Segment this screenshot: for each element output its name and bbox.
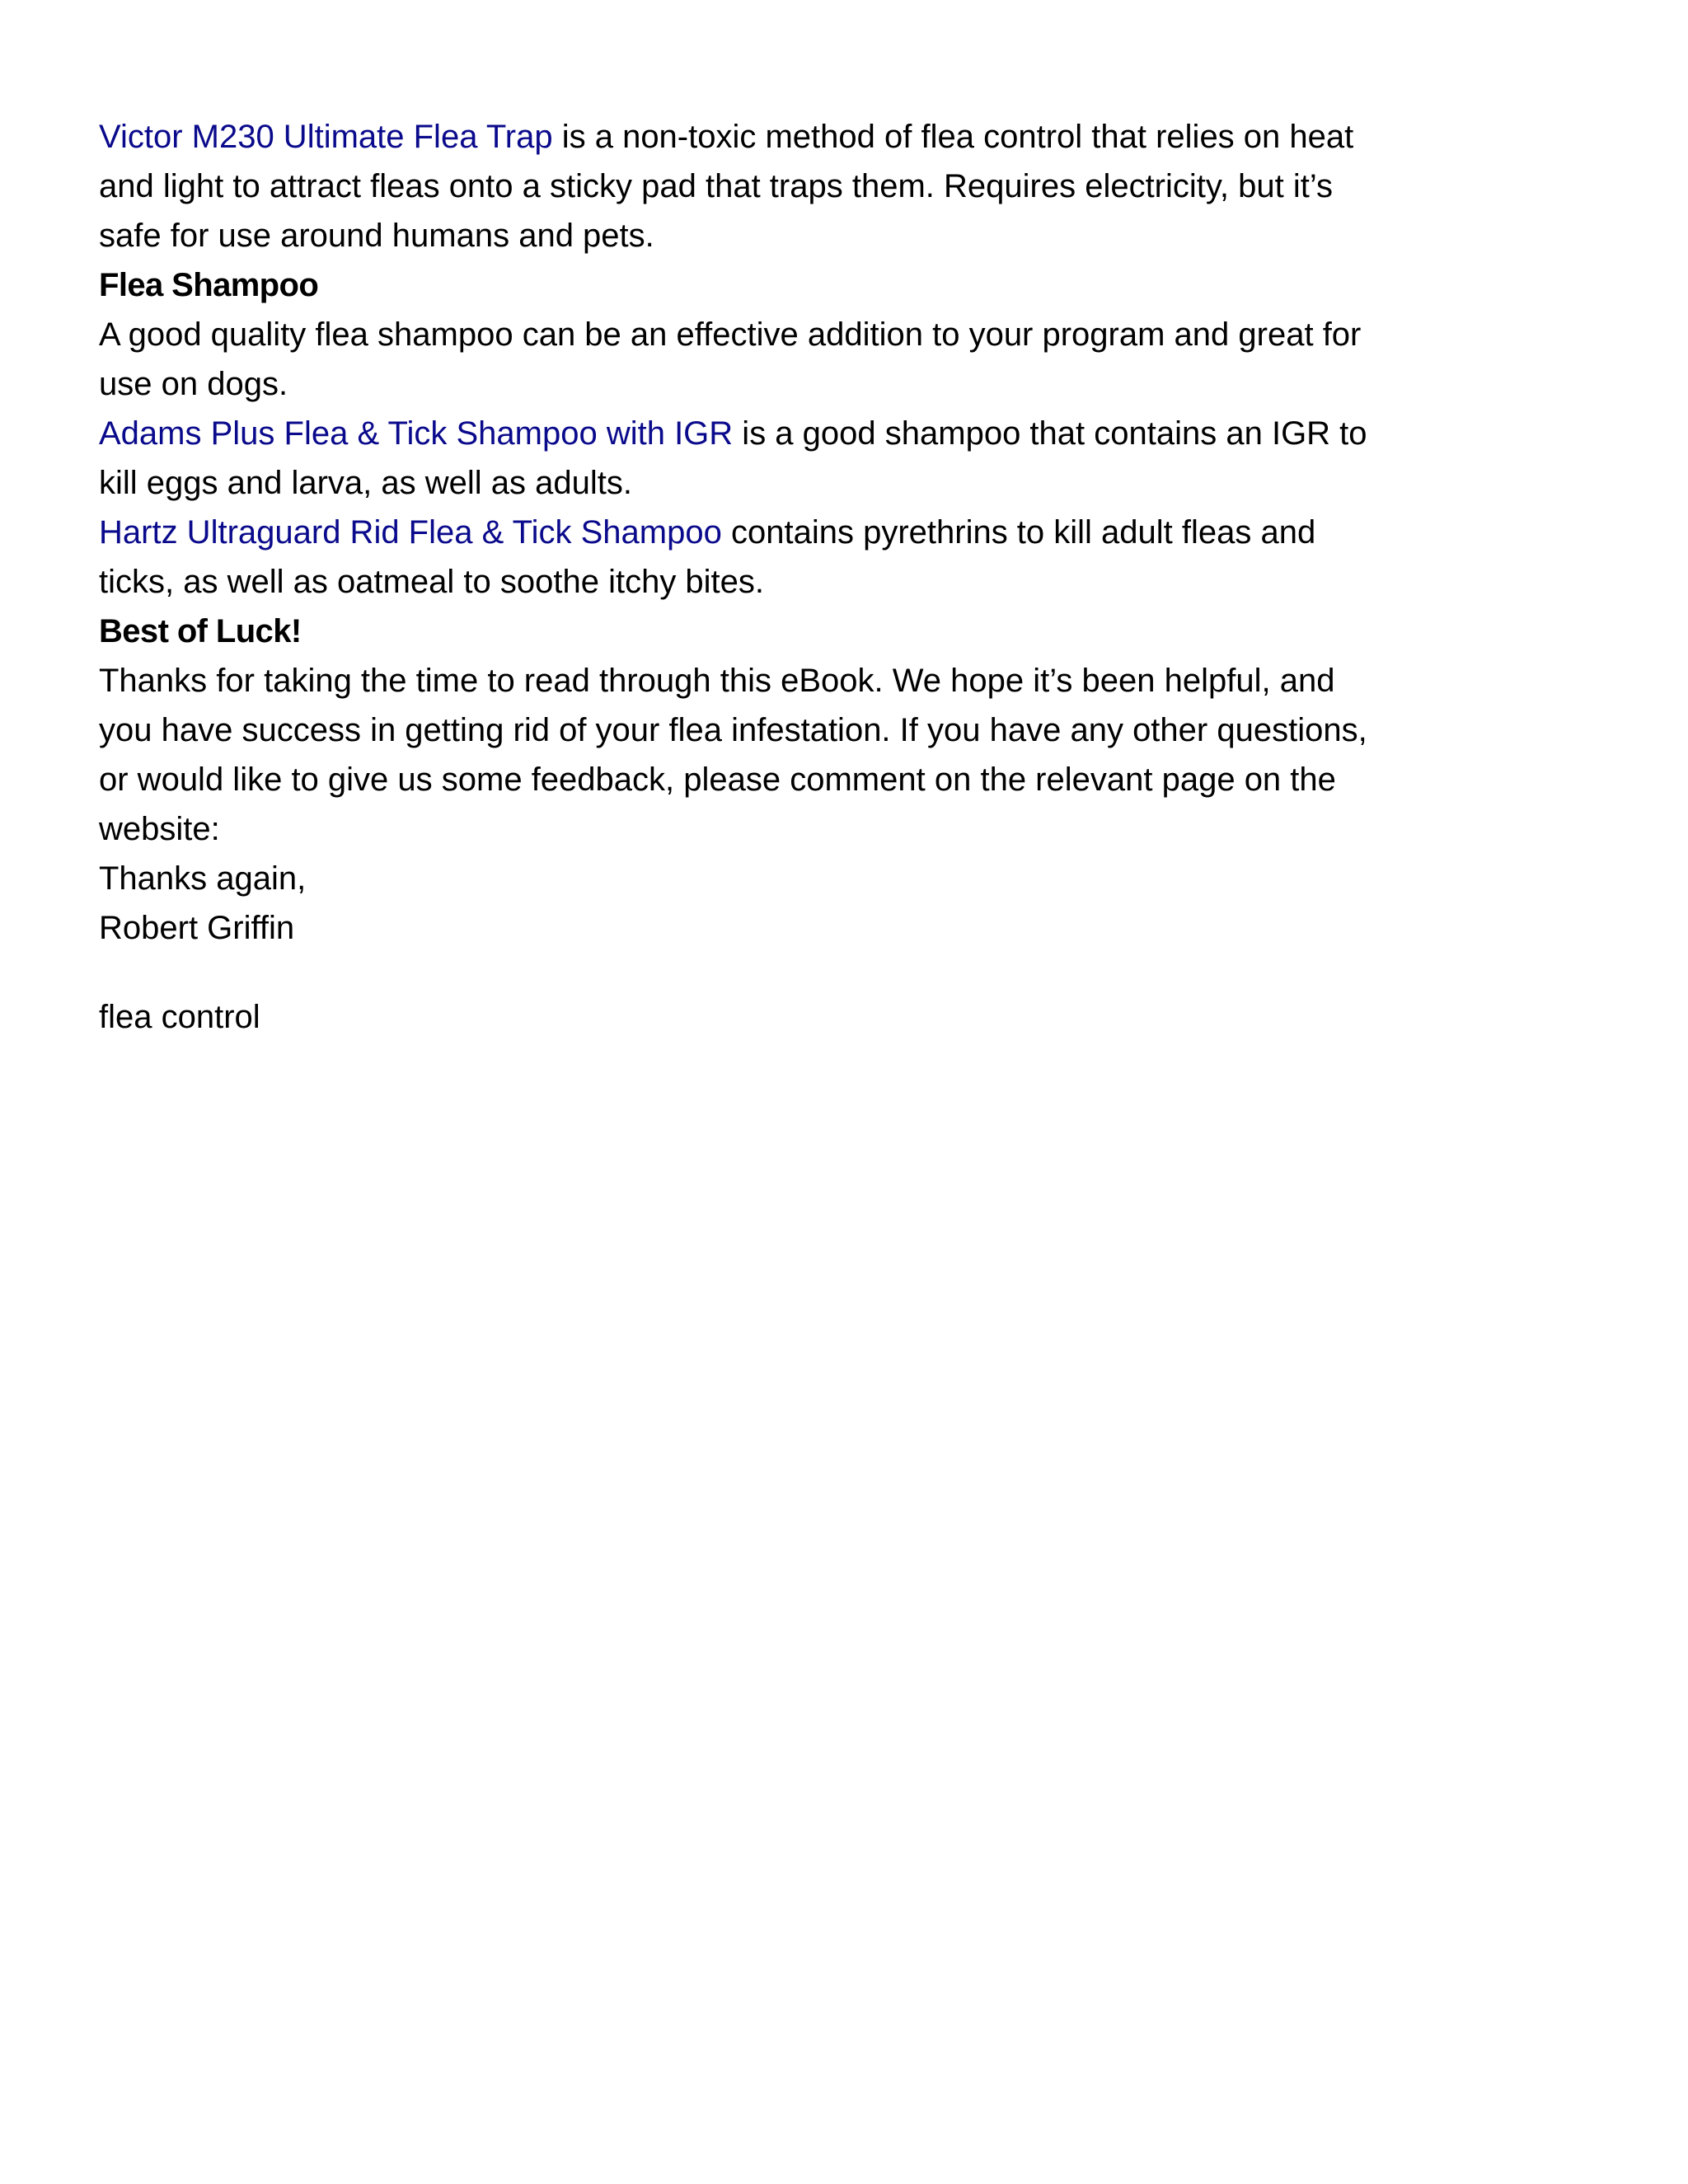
closing-paragraph: Thanks for taking the time to read through this eBook. We hope it’s been helpful, and you have success in getting rid of your flea infestation. If you have any other questions, or would like to give us some feedback, please comment on the relevant page on the website: [99,663,1367,847]
hartz-shampoo-link[interactable]: Hartz Ultraguard Rid Flea & Tick Shampoo [99,514,722,551]
document-page [99,112,1385,1042]
adams-shampoo-description: is a good shampoo that contains an IGR to kill eggs and larva, as well as adults. [99,415,1367,501]
author-name: Robert Griffin [99,910,295,946]
flea-trap-description: is a non-toxic method of flea control that relies on heat and light to attract fleas onto a sticky pad that traps them. Requires electricity, but it’s safe for use around humans and pets. [99,119,1354,254]
adams-shampoo-paragraph [99,409,1385,508]
best-of-luck-heading: Best of Luck! [99,613,302,649]
hartz-shampoo-description: contains pyrethrins to kill adult fleas and ticks, as well as oatmeal to soothe itchy bites. [99,514,1316,600]
flea-shampoo-intro: A good quality flea shampoo can be an effective addition to your program and great for use on dogs. [99,316,1362,402]
adams-shampoo-link[interactable]: Adams Plus Flea & Tick Shampoo with IGR [99,415,734,452]
footer-text: flea control [99,999,260,1035]
thanks-again-line: Thanks again, [99,860,307,897]
victor-flea-trap-link[interactable]: Victor M230 Ultimate Flea Trap [99,119,553,155]
flea-trap-paragraph [99,112,1385,260]
flea-shampoo-heading: Flea Shampoo [99,267,319,303]
spacer [99,953,1385,992]
hartz-shampoo-paragraph [99,508,1385,607]
